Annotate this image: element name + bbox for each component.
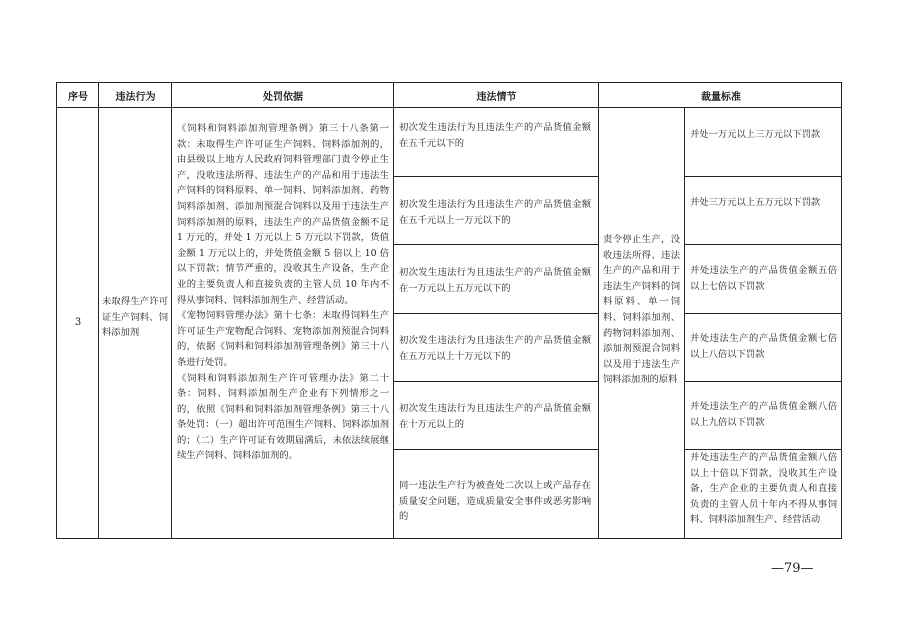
column-divider — [684, 108, 685, 538]
header-standards: 裁量标准 — [701, 92, 741, 103]
row-divider — [393, 449, 598, 450]
page-number: —79— — [771, 561, 814, 576]
row-divider — [684, 381, 841, 382]
standard-3: 并处违法生产的产品货值金额五倍以上七倍以下罚款 — [690, 265, 837, 292]
standard-1: 并处一万元以上三万元以下罚款 — [690, 129, 821, 140]
column-divider — [598, 83, 599, 538]
violation-text: 未取得生产许可证生产饲料、饲料添加剂 — [102, 296, 168, 339]
circumstance-1: 初次发生违法行为且违法生产的产品货值金额在五千元以下的 — [399, 122, 591, 149]
row-divider — [393, 381, 598, 382]
header-circumstances: 违法情节 — [476, 92, 517, 103]
header-number: 序号 — [68, 92, 88, 103]
row-divider — [393, 176, 598, 177]
circumstance-3: 初次发生违法行为且违法生产的产品货值金额在一万元以上五万元以下的 — [399, 267, 591, 294]
header-divider — [57, 107, 841, 108]
standard-2: 并处三万元以上五万元以下罚款 — [690, 197, 821, 208]
circumstance-4: 初次发生违法行为且违法生产的产品货值金额在五万元以上十万元以下的 — [399, 335, 591, 362]
row-divider — [684, 313, 841, 314]
standard-4: 并处违法生产的产品货值金额七倍以上八倍以下罚款 — [690, 333, 837, 360]
circumstance-5: 初次发生违法行为且违法生产的产品货值金额在十万元以上的 — [399, 403, 591, 430]
circumstance-2: 初次发生违法行为且违法生产的产品货值金额在五千元以上一万元以下的 — [399, 199, 591, 226]
row-divider — [393, 313, 598, 314]
penalty-table — [56, 82, 842, 539]
circumstance-6: 同一违法生产行为被查处二次以上或产品存在质量安全问题，造成质量安全事件或恶劣影响的 — [399, 480, 591, 523]
row-divider — [393, 244, 598, 245]
standard-6: 并处违法生产的产品货值金额八倍以上十倍以下罚款，没收其生产设备，生产企业的主要负责人和直接负责的主管人员十年内不得从事饲料、饲料添加剂生产、经营活动 — [690, 452, 837, 526]
standard-5: 并处违法生产的产品货值金额八倍以上九倍以下罚款 — [690, 401, 837, 428]
column-divider — [98, 83, 99, 538]
row-divider — [684, 176, 841, 177]
penalty-basis-text: 《饲料和饲料添加剂管理条例》第三十八条第一款：未取得生产许可证生产饲料、饲料添加剂的，由县级以上地方人民政府饲料管理部门责令停止生产，没收违法所得、违法生产的产品和用于违法生产饲料的饲料原料、单一饲料、饲料添加剂、药物饲料添加剂、添加剂预混合饲料以及用于违法生产饲料添加剂的原料，违法生产的产品货值金额不足 1 万元的，并处 1 万元以上 5 万元以下罚款，货值金额 1 万元以上的，并处货值金额 5 倍以上 10 倍以下罚款；情节严重的，没收其生产设备，生产企业的主要负责人和直接负责的主管人员 10 年内不得从事饲料、饲料添加剂生产、经营活动。 《宠物饲料管理办法》第十七条：未取得饲料生产许可证生产宠物配合饲料、宠物添加剂预混合饲料的，依据《饲料和饲料添加剂管理条例》第三十八条进行处罚。 《饲料和饲料添加剂生产许可管理办法》第二十条：饲料、饲料添加剂生产企业有下列情形之一的，依照《饲料和饲料添加剂管理条例》第三十八条处罚：（一）超出许可范围生产饲料、饲料添加剂的；（二）生产许可证有效期届满后，未依法续展继续生产饲料、饲料添加剂的。 — [177, 123, 389, 462]
column-divider — [393, 83, 394, 538]
column-divider — [171, 83, 172, 538]
common-measure-text: 责令停止生产，没收违法所得、违法生产的产品和用于违法生产饲料的饲料原料、单一饲料、饲料添加剂、药物饲料添加剂、添加剂预混合饲料以及用于违法生产饲料添加剂的原料 — [603, 234, 680, 386]
header-violation: 违法行为 — [115, 92, 156, 103]
header-basis: 处罚依据 — [263, 92, 303, 103]
row-divider — [684, 244, 841, 245]
row-number: 3 — [74, 317, 82, 328]
